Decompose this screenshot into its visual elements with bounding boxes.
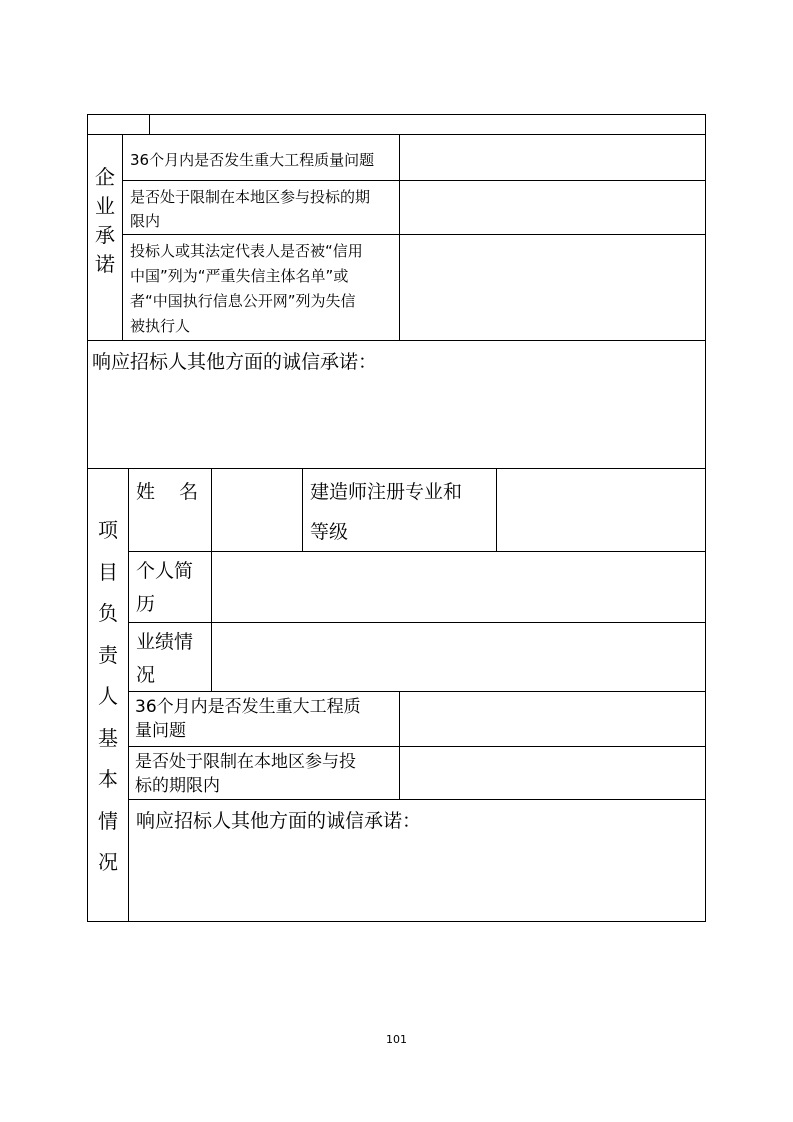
heading-char: 诺 bbox=[95, 252, 115, 276]
heading-char: 目 bbox=[98, 559, 118, 584]
qualification-label: 建造师注册专业和 等级 bbox=[310, 481, 463, 543]
qualification-value-field[interactable] bbox=[497, 469, 705, 551]
heading-char: 况 bbox=[98, 850, 118, 874]
performance-label: 业绩情 况 bbox=[136, 631, 194, 686]
table-border-right bbox=[705, 114, 706, 922]
heading-char: 本 bbox=[98, 767, 118, 791]
company-other-commitment-field[interactable] bbox=[88, 380, 705, 468]
name-label: 姓 名 bbox=[136, 481, 199, 503]
manager-question-quality: 36个月内是否发生重大工程质 量问题 bbox=[135, 697, 361, 741]
resume-label: 个人简 历 bbox=[136, 560, 194, 615]
company-other-commitment-label: 响应招标人其他方面的诚信承诺： bbox=[92, 351, 378, 373]
heading-char: 责 bbox=[98, 642, 118, 667]
company-heading-divider bbox=[122, 134, 123, 341]
company-section-heading bbox=[88, 163, 122, 279]
performance-value-field[interactable] bbox=[212, 623, 705, 691]
company-question-quality: 36个月内是否发生重大工程质量问题 bbox=[130, 151, 375, 169]
resume-value-field[interactable] bbox=[212, 552, 705, 622]
name-value-divider bbox=[302, 468, 303, 552]
top-strip-divider bbox=[149, 114, 150, 135]
heading-char: 基 bbox=[98, 725, 118, 750]
heading-char: 企 bbox=[95, 165, 115, 189]
table-border-bottom bbox=[87, 921, 706, 922]
table-border-top bbox=[87, 114, 706, 115]
heading-char: 人 bbox=[98, 684, 118, 708]
manager-question-restriction: 是否处于限制在本地区参与投 标的期限内 bbox=[135, 752, 356, 796]
page-number: 101 bbox=[386, 1033, 407, 1046]
manager-answer-restriction[interactable] bbox=[400, 747, 705, 799]
company-answer-quality[interactable] bbox=[400, 135, 705, 180]
heading-char: 情 bbox=[98, 808, 118, 833]
manager-other-commitment-label: 响应招标人其他方面的诚信承诺： bbox=[136, 810, 422, 832]
manager-row2-bottom bbox=[128, 799, 706, 800]
name-value-field[interactable] bbox=[212, 469, 302, 551]
heading-char: 负 bbox=[98, 601, 118, 625]
company-answer-restriction[interactable] bbox=[400, 181, 705, 234]
company-answer-credit[interactable] bbox=[400, 235, 705, 340]
manager-other-commitment-field[interactable] bbox=[129, 840, 705, 921]
manager-answer-quality[interactable] bbox=[400, 692, 705, 746]
company-question-credit: 投标人或其法定代表人是否被“信用 中国”列为“严重失信主体名单”或 者“中国执行信息公开网”列为失信 被执行人 bbox=[130, 242, 363, 335]
company-section-bottom bbox=[87, 340, 706, 341]
company-question-restriction: 是否处于限制在本地区参与投标的期 限内 bbox=[130, 188, 371, 230]
manager-section-heading bbox=[88, 510, 128, 884]
heading-char: 项 bbox=[98, 518, 118, 542]
heading-char: 业 bbox=[95, 194, 115, 218]
heading-char: 承 bbox=[95, 223, 115, 247]
